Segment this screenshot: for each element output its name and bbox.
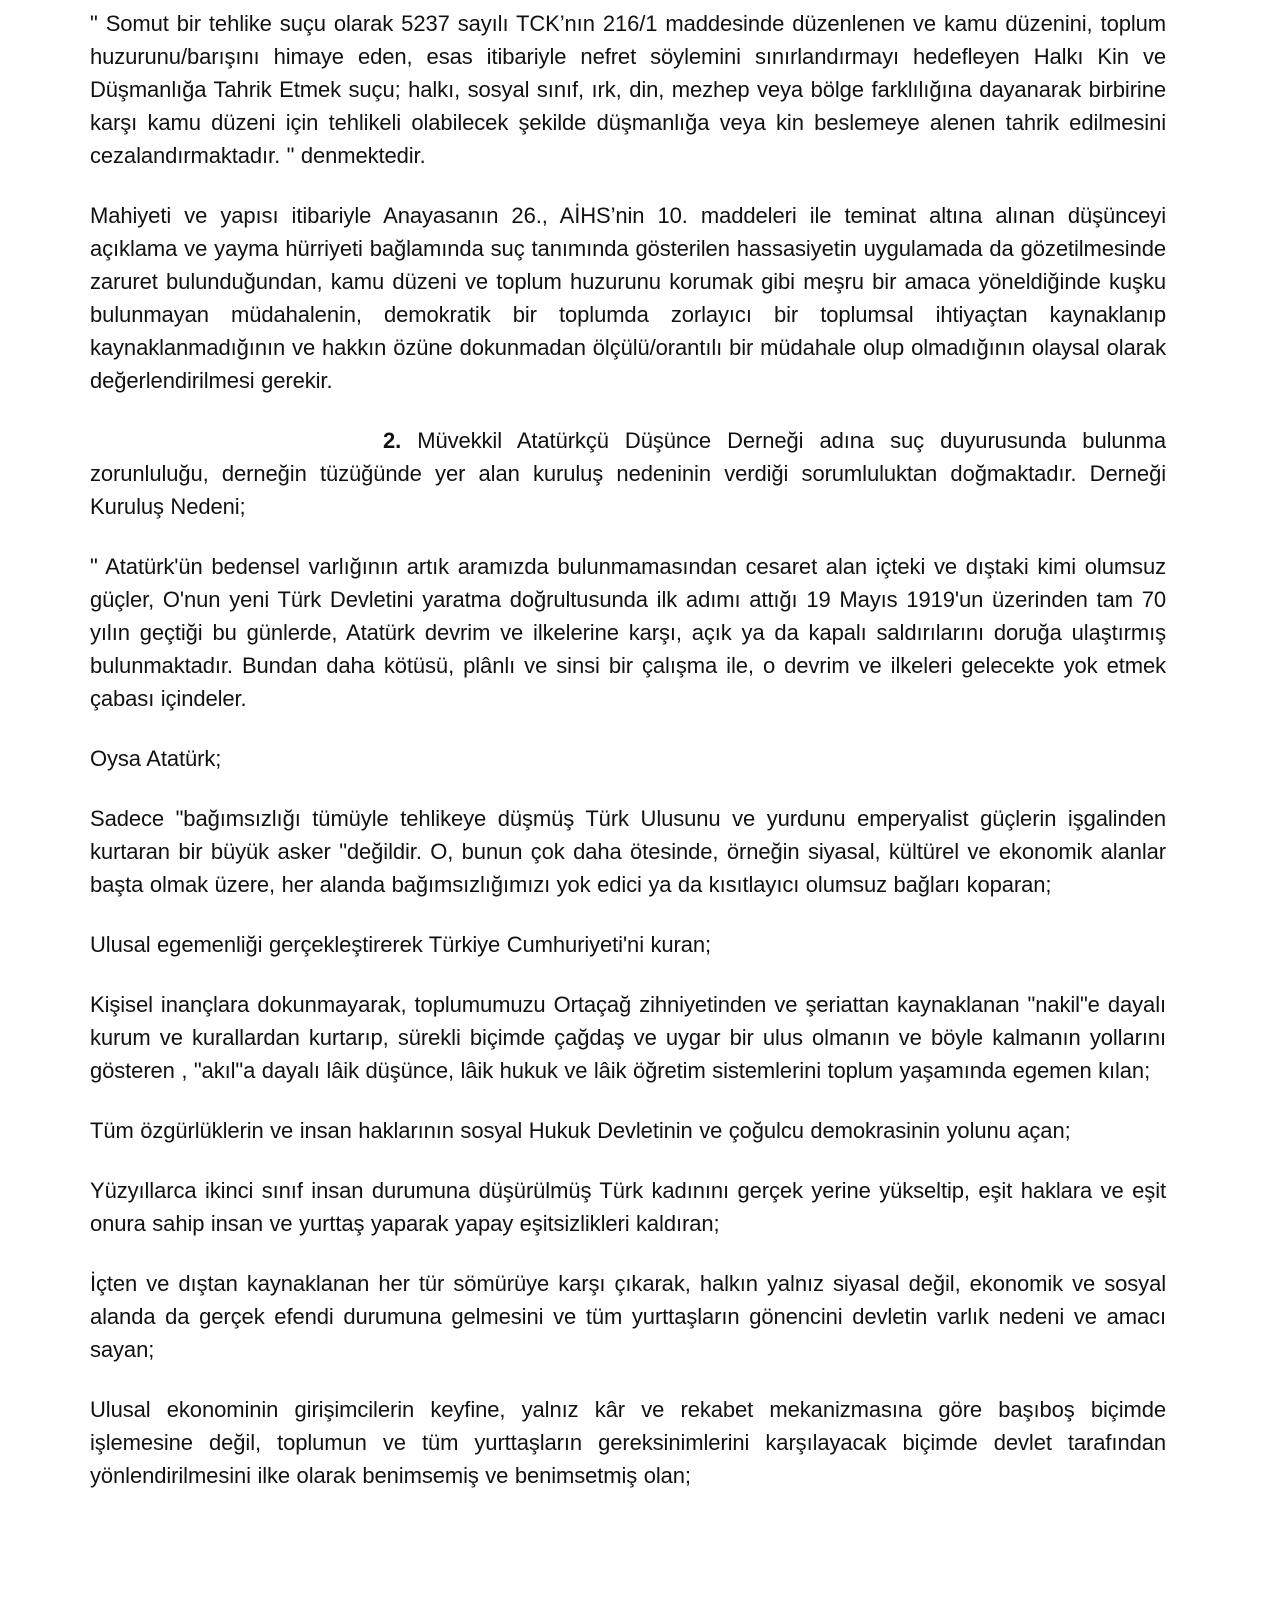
paragraph-ulusal-ekonomi: Ulusal ekonominin girişimcilerin keyfine, yalnız kâr ve rekabet mekanizmasına göre başıboş biçimde işlemesine değil, toplumun ve tüm yurttaşların gereksinimlerini karşılayacak biçimde devlet tarafından yönlendirilmesini ilke olarak benimsemiş ve benimsetmiş olan; bbox=[90, 1397, 1166, 1488]
paragraph-somuruye-karsi: İçten ve dıştan kaynaklanan her tür sömürüye karşı çıkarak, halkın yalnız siyasal değil, ekonomik ve sosyal alanda da gerçek efendi durumuna gelmesini ve tüm yurttaşların gönencini devletin varlık nedeni ve amacı sayan; bbox=[90, 1271, 1166, 1362]
paragraph-sadece-bagimsizlik: Sadece "bağımsızlığı tümüyle tehlikeye düşmüş Türk Ulusunu ve yurdunu emperyalist güçlerin işgalinden kurtaran bir büyük asker "değildir. O, bunun çok daha ötesinde, örneğin siyasal, kültürel ve ekonomik alanlar başta olmak üzere, her alanda bağımsızlığımızı yok edici ya da kısıtlayıcı olumsuz bağları koparan; bbox=[90, 806, 1166, 897]
paragraph-ulusal-egemenlik: Ulusal egemenliği gerçekleştirerek Türkiye Cumhuriyeti'ni kuran; bbox=[90, 932, 712, 957]
paragraph-item-2 bbox=[90, 424, 1166, 523]
paragraph-ataturk-quote-intro: " Atatürk'ün bedensel varlığının artık aramızda bulunmamasından cesaret alan içteki ve dıştaki kimi olumsuz güçler, O'nun yeni Türk Devletini yaratma doğrultusunda ilk adımı attığı 19 Mayıs 1919'un üzerinden tam 70 yılın geçtiği bu günlerde, Atatürk devrim ve ilkelerine karşı, açık ya da kapalı saldırılarını doruğa ulaştırmış bulunmaktadır. Bundan daha kötüsü, plânlı ve sinsi bir çalışma ile, o devrim ve ilkeleri gelecekte yok etmek çabası içindeler. bbox=[90, 554, 1166, 711]
document-body bbox=[90, 7, 1166, 1492]
paragraph-tum-ozgurlukler: Tüm özgürlüklerin ve insan haklarının sosyal Hukuk Devletinin ve çoğulcu demokrasinin yolunu açan; bbox=[90, 1118, 1071, 1143]
paragraph-turk-kadini: Yüzyıllarca ikinci sınıf insan durumuna düşürülmüş Türk kadınını gerçek yerine yükseltip, eşit haklara ve eşit onura sahip insan ve yurttaş yaparak yapay eşitsizlikleri kaldıran; bbox=[90, 1178, 1166, 1236]
paragraph-kisisel-inanclar: Kişisel inançlara dokunmayarak, toplumumuzu Ortaçağ zihniyetinden ve şeriattan kaynaklanan "nakil"e dayalı kurum ve kurallardan kurtarıp, sürekli biçimde çağdaş ve uygar bir ulus olmanın ve böyle kalmanın yollarını gösteren , "akıl"a dayalı lâik düşünce, lâik hukuk ve lâik öğretim sistemlerini toplum yaşamında egemen kılan; bbox=[90, 992, 1166, 1083]
paragraph-item-2-text: Müvekkil Atatürkçü Düşünce Derneği adına suç duyurusunda bulunma zorunluluğu, derneğin tüzüğünde yer alan kuruluş nedeninin verdiği sorumluluktan doğmaktadır. Derneği Kuruluş Nedeni; bbox=[90, 428, 1166, 519]
paragraph-anayasa-aihs: Mahiyeti ve yapısı itibariyle Anayasanın 26., AİHS’nin 10. maddeleri ile teminat altına alınan düşünceyi açıklama ve yayma hürriyeti bağlamında suç tanımında gösterilen hassasiyetin uygulamada da gözetilmesinde zaruret bulunduğundan, kamu düzeni ve toplum huzurunu korumak gibi meşru bir amaca yöneldiğinde kuşku bulunmayan müdahalenin, demokratik bir toplumda zorlayıcı bir toplumsal ihtiyaçtan kaynaklanıp kaynaklanmadığının ve hakkın özüne dokunmadan ölçülü/orantılı bir müdahale olup olmadığının olaysal olarak değerlendirilmesi gerekir. bbox=[90, 203, 1166, 393]
paragraph-oysa-ataturk: Oysa Atatürk; bbox=[90, 746, 222, 771]
paragraph-tck-216: " Somut bir tehlike suçu olarak 5237 sayılı TCK’nın 216/1 maddesinde düzenlenen ve kamu düzenini, toplum huzurunu/barışını himaye eden, esas itibariyle nefret söylemini sınırlandırmayı hedefleyen Halkı Kin ve Düşmanlığa Tahrik Etmek suçu; halkı, sosyal sınıf, ırk, din, mezhep veya bölge farklılığına dayanarak birbirine karşı kamu düzeni için tehlikeli olabilecek şekilde düşmanlığa veya kin beslemeye alenen tahrik edilmesini cezalandırmaktadır. " denmektedir. bbox=[90, 11, 1166, 168]
paragraph-number: 2. bbox=[383, 428, 402, 453]
